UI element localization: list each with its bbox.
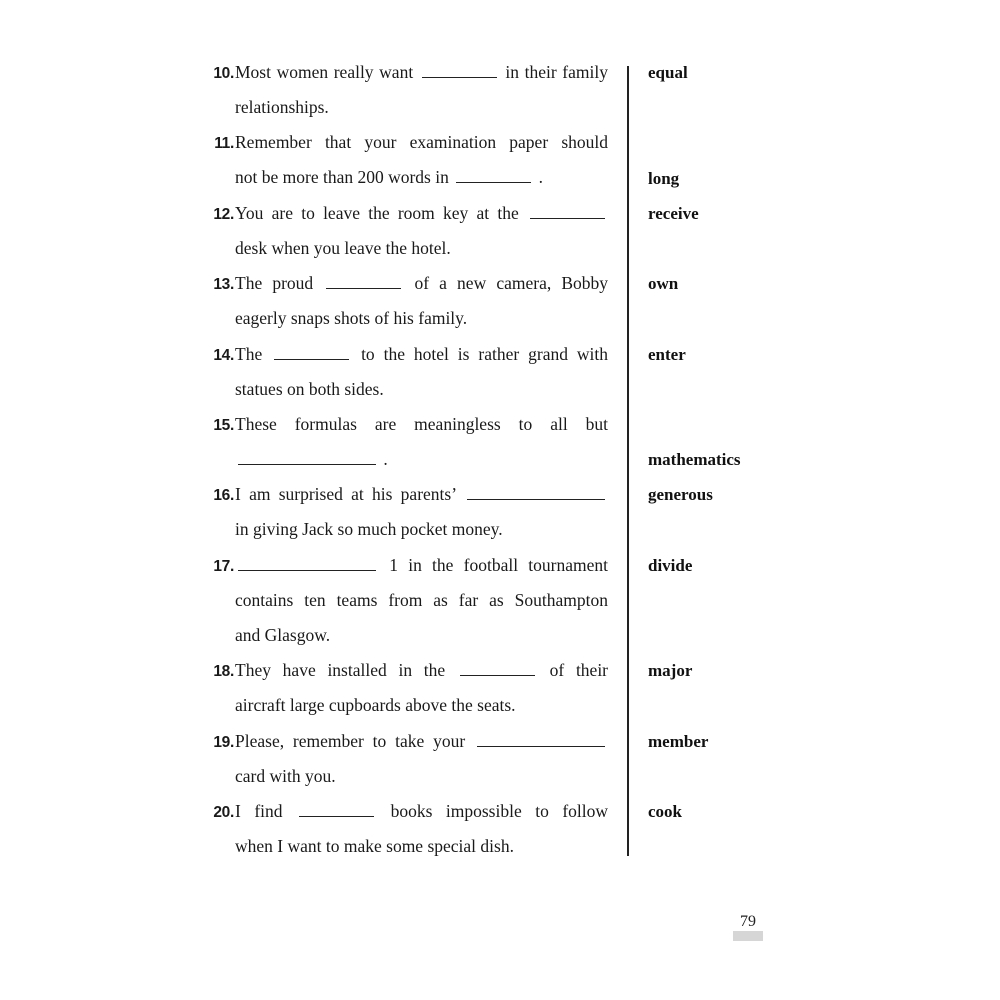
text-segment: desk when you leave the hotel. — [235, 237, 451, 258]
text-segment: when I want to make some special dish. — [235, 836, 514, 857]
exercise-line — [200, 584, 610, 619]
line-text — [235, 97, 608, 118]
base-word: long — [648, 168, 680, 188]
text-segment: relationships. — [235, 97, 329, 117]
base-word: equal — [648, 63, 688, 82]
base-word: member — [648, 731, 709, 751]
exercise-item — [200, 654, 610, 724]
item-number: 19. — [213, 733, 234, 751]
answer-blank[interactable] — [460, 674, 535, 676]
exercise-line — [200, 373, 610, 408]
line-text — [235, 660, 608, 681]
line-text — [235, 344, 608, 365]
exercise-line — [200, 654, 610, 689]
answer-blank[interactable] — [422, 76, 497, 78]
text-segment: in giving Jack so much pocket money. — [235, 519, 503, 540]
exercise-line — [200, 795, 610, 830]
line-text — [235, 167, 608, 188]
answer-blank[interactable] — [238, 569, 376, 571]
text-segment: statues on both sides. — [235, 378, 384, 399]
item-number: 20. — [213, 804, 234, 822]
base-word: receive — [648, 203, 699, 223]
text-segment: in their family — [505, 62, 608, 82]
exercise-item — [200, 267, 610, 337]
answer-blank[interactable] — [477, 745, 605, 747]
exercise-line — [200, 478, 610, 513]
text-segment: . — [383, 449, 388, 469]
line-text — [235, 625, 608, 646]
line-text — [235, 379, 608, 400]
exercise-item — [200, 56, 610, 126]
base-word: enter — [648, 344, 686, 364]
answer-blank[interactable] — [274, 358, 349, 360]
page-number-bar — [733, 931, 763, 941]
text-segment: . — [538, 167, 543, 188]
exercise-line — [200, 126, 610, 161]
exercise-item — [200, 408, 610, 478]
text-segment: These formulas are meaningless to all but — [235, 414, 608, 434]
item-number: 16. — [213, 487, 234, 505]
column-divider — [627, 66, 629, 856]
line-text — [235, 801, 608, 822]
line-text — [235, 308, 608, 329]
answer-blank[interactable] — [530, 217, 605, 219]
exercise-line — [200, 161, 610, 196]
exercise-item — [200, 338, 610, 408]
answer-blank[interactable] — [456, 181, 531, 183]
text-segment: I am surprised at his parents’ — [235, 484, 456, 505]
exercise-line — [200, 338, 610, 373]
exercise-item — [200, 549, 610, 654]
line-text — [235, 238, 608, 259]
text-segment: The proud — [235, 273, 314, 294]
item-number: 11. — [214, 135, 234, 153]
text-segment: eagerly snaps shots of his family. — [235, 308, 468, 329]
exercise-item — [200, 725, 610, 795]
text-segment: and Glasgow. — [235, 624, 331, 645]
exercise-item — [200, 126, 610, 196]
item-number: 14. — [213, 346, 234, 364]
exercise-line — [200, 232, 610, 267]
text-segment: You are to leave the room key at the — [235, 202, 519, 223]
answer-blank[interactable] — [299, 815, 374, 817]
exercise-line — [200, 267, 610, 302]
base-word: divide — [648, 555, 693, 575]
exercise-line — [200, 197, 610, 232]
exercise-line — [200, 56, 610, 91]
base-word: cook — [648, 802, 682, 822]
exercise-line — [200, 689, 610, 724]
text-segment: books impossible to follow — [390, 801, 609, 822]
text-segment: to the hotel is rather grand with — [361, 343, 608, 364]
answer-blank[interactable] — [238, 463, 376, 465]
text-segment: The — [235, 343, 263, 364]
line-text — [235, 449, 608, 470]
exercise-line — [200, 619, 610, 654]
text-segment: I find — [235, 801, 283, 822]
base-word: mathematics — [648, 450, 741, 470]
text-segment: of a new camera, Bobby — [414, 273, 609, 294]
text-segment: aircraft large cupboards above the seats. — [235, 695, 516, 716]
line-text — [235, 555, 608, 576]
line-text — [235, 695, 608, 716]
base-word: own — [648, 274, 679, 294]
exercise-line — [200, 408, 610, 443]
line-text — [235, 273, 608, 294]
line-text — [235, 766, 608, 787]
line-text — [235, 484, 608, 505]
exercise-line — [200, 725, 610, 760]
exercise-line — [200, 549, 610, 584]
answer-blank[interactable] — [326, 287, 401, 289]
text-segment: contains ten teams from as far as Southampton — [235, 589, 608, 610]
text-segment: They have installed in the — [235, 660, 446, 681]
text-segment: of their — [549, 660, 609, 681]
line-text — [235, 414, 608, 435]
item-number: 12. — [213, 205, 234, 223]
text-segment: card with you. — [235, 765, 336, 786]
text-segment: 1 in the football tournament — [389, 554, 609, 575]
item-number: 18. — [213, 663, 234, 681]
text-segment: Please, remember to take your — [235, 730, 466, 751]
exercise-line — [200, 760, 610, 795]
text-segment: Remember that your examination paper should — [235, 132, 608, 153]
base-word: major — [648, 661, 693, 681]
line-text — [235, 62, 608, 83]
exercise-item — [200, 478, 610, 548]
line-text — [235, 731, 608, 752]
line-text — [235, 836, 608, 857]
item-number: 13. — [213, 276, 234, 294]
exercise-line — [200, 443, 610, 478]
item-number: 17. — [213, 557, 234, 575]
exercise-line — [200, 91, 610, 126]
item-number: 10. — [213, 65, 234, 82]
line-text — [235, 519, 608, 540]
text-segment: not be more than 200 words in — [235, 167, 449, 188]
exercise-line — [200, 302, 610, 337]
exercise-item — [200, 197, 610, 267]
item-number: 15. — [213, 417, 234, 434]
exercise-line — [200, 513, 610, 548]
exercise-line — [200, 830, 610, 865]
answer-blank[interactable] — [467, 498, 605, 500]
base-word: generous — [648, 485, 713, 505]
line-text — [235, 590, 608, 611]
exercise-item — [200, 795, 610, 865]
page-number: 79 — [740, 913, 756, 930]
line-text — [235, 132, 608, 153]
text-segment: Most women really want — [235, 62, 414, 82]
line-text — [235, 203, 608, 224]
